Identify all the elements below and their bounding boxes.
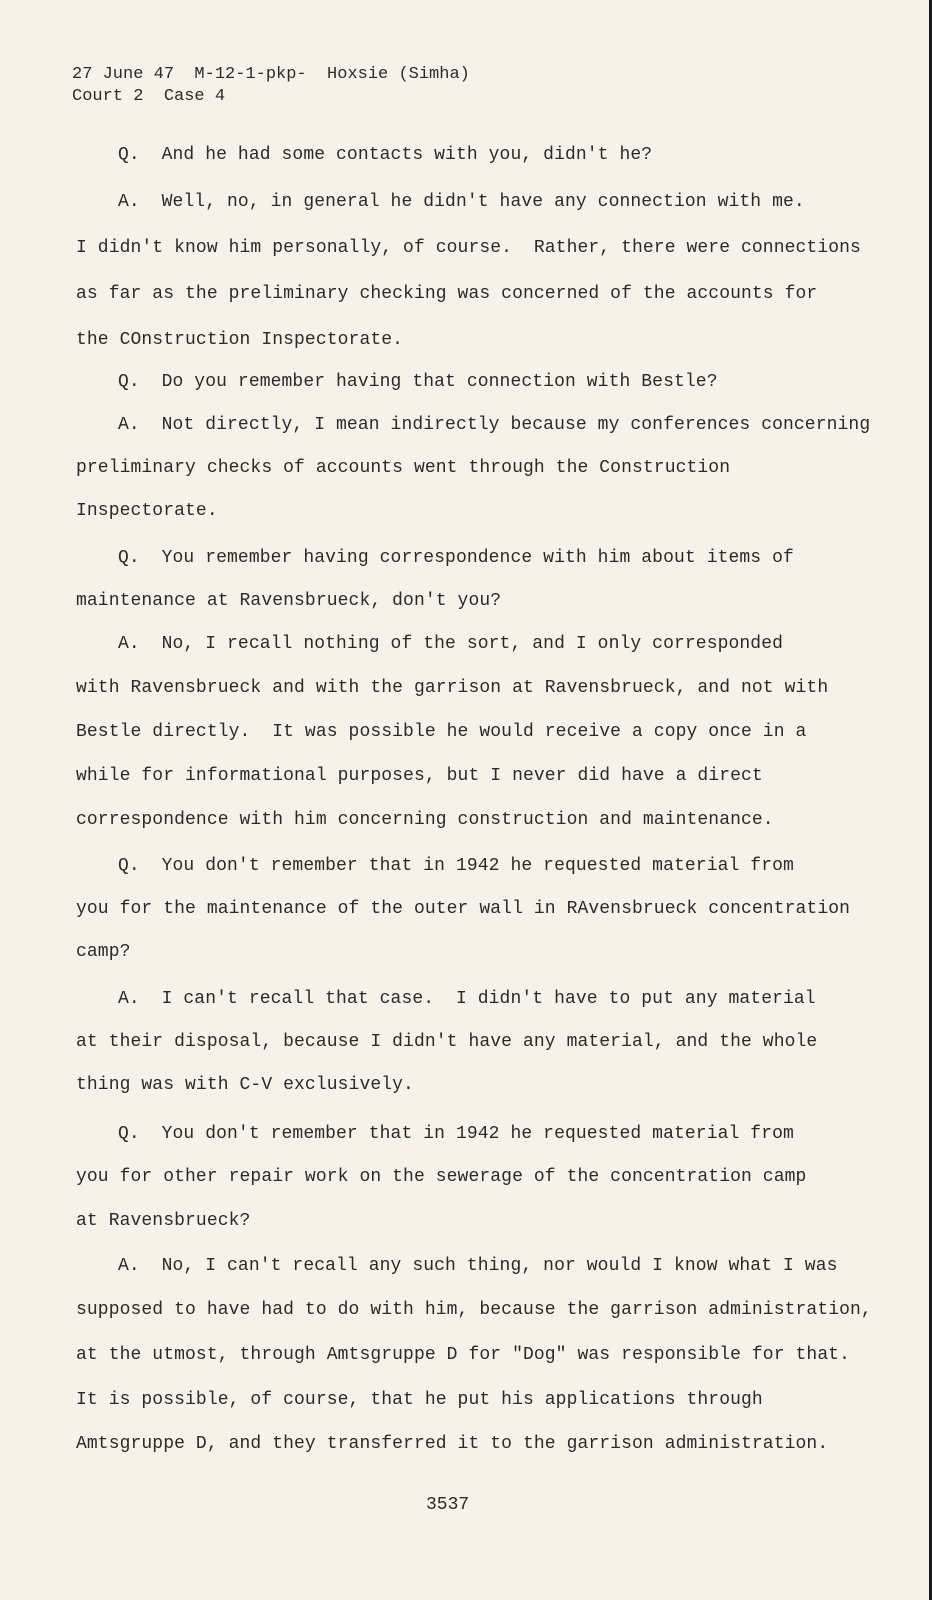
transcript-line: Amtsgruppe D, and they transferred it to the garrison administration. (76, 1434, 829, 1454)
transcript-line: at Ravensbrueck? (76, 1211, 251, 1231)
transcript-line: A. Not directly, I mean indirectly because my conferences concerning (118, 415, 871, 435)
transcript-line: Inspectorate. (76, 501, 218, 521)
transcript-line: A. No, I can't recall any such thing, nor would I know what I was (118, 1256, 838, 1276)
transcript-line: correspondence with him concerning construction and maintenance. (76, 810, 774, 830)
transcript-line: preliminary checks of accounts went through the Construction (76, 458, 731, 478)
page-number: 3537 (426, 1495, 470, 1515)
transcript-line: thing was with C-V exclusively. (76, 1075, 414, 1095)
transcript-line: while for informational purposes, but I never did have a direct (76, 766, 763, 786)
transcript-line: with Ravensbrueck and with the garrison at Ravensbrueck, and not with (76, 678, 829, 698)
document-header (72, 64, 470, 108)
transcript-line: Q. You remember having correspondence with him about items of (118, 548, 794, 568)
transcript-line: as far as the preliminary checking was concerned of the accounts for (76, 284, 818, 304)
transcript-line: you for the maintenance of the outer wall in RAvensbrueck concentration (76, 899, 851, 919)
transcript-line: It is possible, of course, that he put his applications through (76, 1390, 763, 1410)
transcript-line: I didn't know him personally, of course. Rather, there were connections (76, 238, 861, 258)
transcript-line: camp? (76, 942, 131, 962)
header-line-date-reference: 27 June 47 M-12-1-pkp- Hoxsie (Simha) (72, 65, 470, 84)
transcript-line: at the utmost, through Amtsgruppe D for "Dog" was responsible for that. (76, 1345, 851, 1365)
transcript-line: supposed to have had to do with him, because the garrison administration, (76, 1300, 872, 1320)
header-line-court-case: Court 2 Case 4 (72, 87, 226, 106)
transcript-line: maintenance at Ravensbrueck, don't you? (76, 591, 502, 611)
transcript-line: Q. You don't remember that in 1942 he requested material from (118, 856, 794, 876)
transcript-line: Q. And he had some contacts with you, didn't he? (118, 145, 653, 165)
transcript-line: the COnstruction Inspectorate. (76, 330, 404, 350)
transcript-line: at their disposal, because I didn't have any material, and the whole (76, 1032, 818, 1052)
transcript-line: A. Well, no, in general he didn't have any connection with me. (118, 192, 805, 212)
transcript-line: Q. You don't remember that in 1942 he requested material from (118, 1124, 794, 1144)
transcript-line: you for other repair work on the sewerage of the concentration camp (76, 1167, 807, 1187)
transcript-line: A. I can't recall that case. I didn't have to put any material (118, 989, 816, 1009)
transcript-line: Q. Do you remember having that connection with Bestle? (118, 372, 718, 392)
transcript-line: A. No, I recall nothing of the sort, and I only corresponded (118, 634, 784, 654)
transcript-line: Bestle directly. It was possible he would receive a copy once in a (76, 722, 807, 742)
